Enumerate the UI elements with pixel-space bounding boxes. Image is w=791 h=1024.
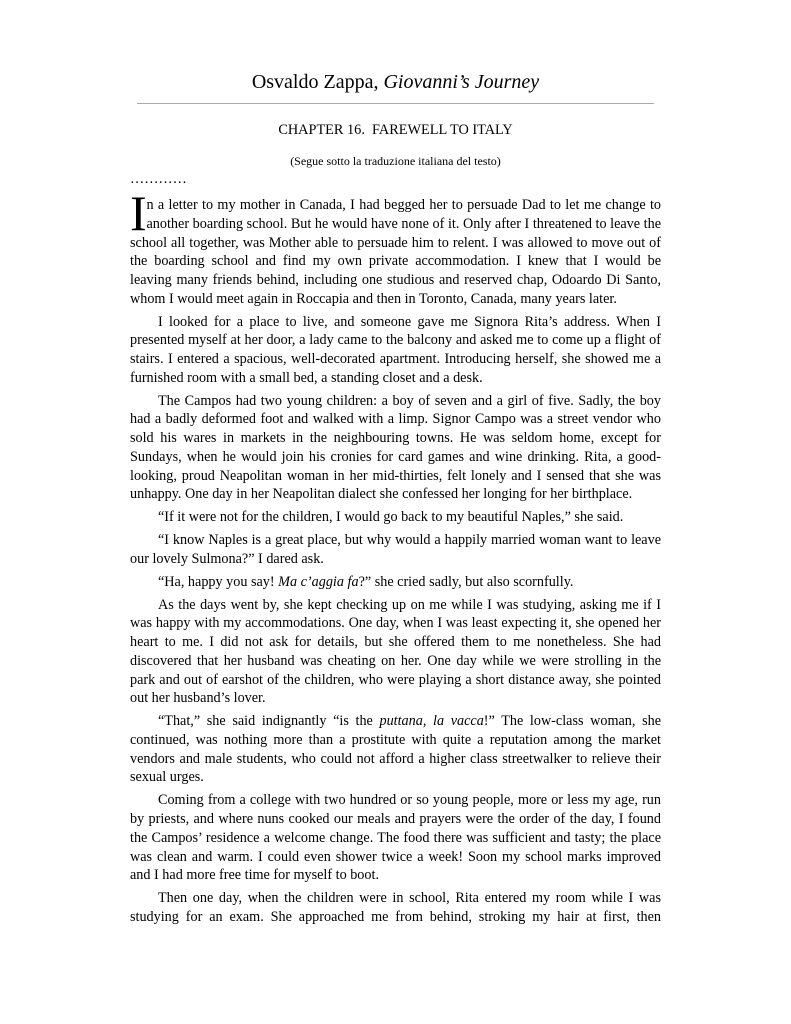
paragraph xyxy=(130,531,661,569)
paragraph xyxy=(130,791,661,885)
text-line: had a badly deformed foot and walked with a limp. Signor Campo was a street vendor who xyxy=(130,411,661,428)
text-line: another boarding school. But he would have none of it. Only after I threatened to leave the xyxy=(146,215,661,232)
text-line: out her husband’s lover. xyxy=(130,690,266,707)
text-line: “I know Naples is a great place, but why would a happily married woman want to leave xyxy=(158,532,661,549)
text-line: The Campos had two young children: a boy of seven and a girl of five. Sadly, the boy xyxy=(158,392,661,409)
text-line: As the days went by, she kept checking up on me while I was studying, asking me if I xyxy=(158,596,661,613)
text-line: our lovely Sulmona?” I dared ask. xyxy=(130,550,324,567)
paragraph xyxy=(130,889,661,927)
text-line: presented myself at her door, a lady came to the balcony and asked me to come up a flight of xyxy=(130,332,661,349)
author-name: Osvaldo Zappa, xyxy=(251,71,379,93)
text-line: sold his wares in markets in the neighbouring towns. He was seldom home, except for xyxy=(130,430,661,447)
text-line: studying for an exam. She approached me from behind, stroking my hair at first, then xyxy=(130,908,661,925)
translation-note: (Segue sotto la traduzione italiana del testo) xyxy=(290,154,501,168)
running-header xyxy=(0,70,791,94)
chapter-title: CHAPTER 16. FAREWELL TO ITALY xyxy=(278,122,513,138)
text-line: the boarding school and find my own private accommodation. I knew that I would be xyxy=(130,253,661,270)
text-line: whom I would meet again in Roccapia and then in Toronto, Canada, many years later. xyxy=(130,290,617,307)
header-divider xyxy=(137,103,654,104)
text-line xyxy=(130,573,661,592)
text-line: and I had more free time for myself to boot. xyxy=(130,867,379,884)
paragraph xyxy=(130,573,661,592)
paragraph xyxy=(130,712,661,787)
text-line: park and out of earshot of the children, who were playing a short distance away, she pointed xyxy=(130,671,661,688)
text-line: furnished room with a small bed, a standing closet and a desk. xyxy=(130,369,483,386)
text-line: unhappy. One day in her Neapolitan dialect she confessed her longing for her birthplace. xyxy=(130,486,633,503)
text-line: vendors and male students, who could not afford a higher class streetwalker to relieve their xyxy=(130,750,661,767)
text-line: leaving many friends behind, including one studious and reserved chap, Odoardo Di Santo, xyxy=(130,272,661,288)
text-run: “That,” she said indignantly “is the xyxy=(158,713,380,730)
text-line: continued, was nothing more than a prostitute with quite a reputation among the market xyxy=(130,731,661,748)
ellipsis-marker: ………… xyxy=(130,171,187,187)
text-line: by priests, and where nuns cooked our meals and prayers were the order of the day, I found xyxy=(130,811,661,827)
text-run: “Ha, happy you say! xyxy=(158,573,279,590)
text-run: ?” she cried sadly, but also scornfully. xyxy=(358,573,574,590)
text-line: I looked for a place to live, and someone gave me Signora Rita’s address. When I xyxy=(158,313,661,330)
text-line: sexual urges. xyxy=(130,769,204,786)
text-line: heart to me. I did not ask for details, but she offered them to me nonetheless. She had xyxy=(130,634,661,651)
italic-text: puttana, la vacca xyxy=(379,713,484,730)
text-line: n a letter to my mother in Canada, I had begged her to persuade Dad to let me change to xyxy=(146,197,661,213)
text-line: Coming from a college with two hundred or so young people, more or less my age, run xyxy=(158,792,661,809)
drop-cap: I xyxy=(130,185,147,241)
book-title: Giovanni’s Journey xyxy=(383,71,540,93)
text-line: Sundays, when he would join his cronies for card games and wine drinking. Rita, a good- xyxy=(130,448,661,465)
text-line: looking, proud Neapolitan woman in her mid-thirties, felt lonely and I sensed that she was xyxy=(130,467,661,484)
paragraph xyxy=(130,392,661,505)
text-line: “If it were not for the children, I would go back to my beautiful Naples,” she said. xyxy=(158,509,624,526)
text-line: was happy with my accommodations. One day, when I was least expecting it, she opened her xyxy=(130,615,661,632)
text-line: stairs. I entered a spacious, well-decorated apartment. Introducing herself, she showed me a xyxy=(130,351,661,368)
paragraph xyxy=(130,313,661,388)
text-line xyxy=(130,712,661,731)
text-line: Then one day, when the children were in school, Rita entered my room while I was xyxy=(158,890,661,907)
paragraph xyxy=(130,596,661,709)
text-line: was clean and warm. I could even shower twice a week! Soon my school marks improved xyxy=(130,848,661,865)
text-line: the Campos’ residence a welcome change. The food there was sufficient and tasty; the place xyxy=(130,829,661,846)
paragraph xyxy=(130,196,661,309)
text-line: school all together, was Mother able to persuade him to relent. I was allowed to move out of xyxy=(130,234,661,251)
italic-text: Ma c’aggia fa xyxy=(278,573,359,590)
paragraph xyxy=(130,508,661,527)
text-run: !” The low-class woman, she xyxy=(483,713,662,730)
chapter-body xyxy=(130,185,662,927)
text-line: discovered that her husband was cheating on her. One day while we were strolling in the xyxy=(130,652,661,669)
